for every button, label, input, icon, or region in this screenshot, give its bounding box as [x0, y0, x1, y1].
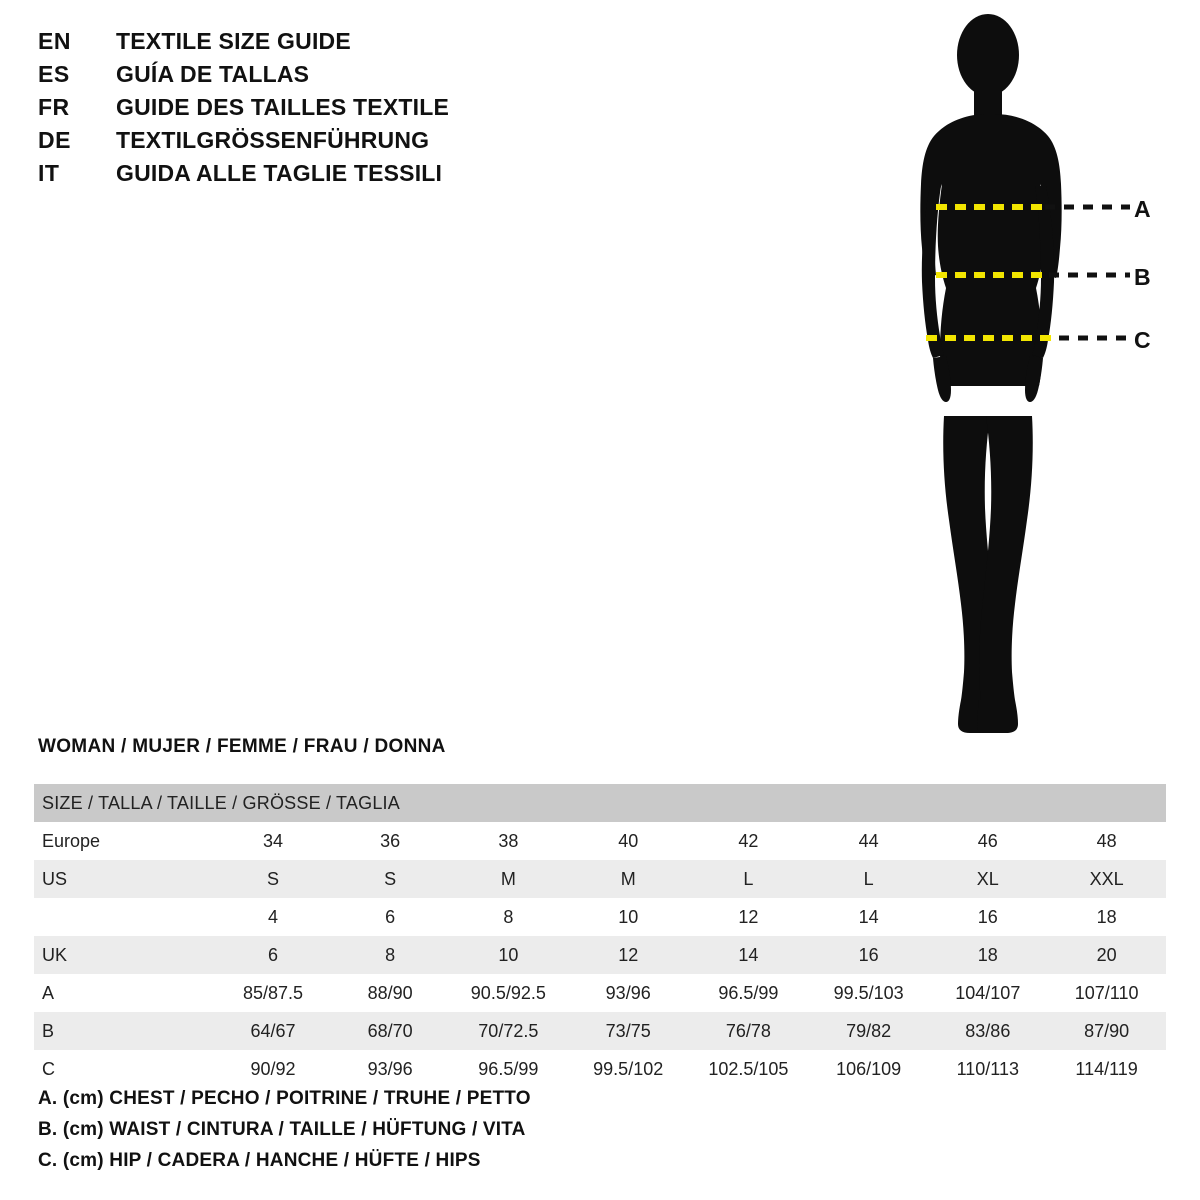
cell: 40: [568, 822, 688, 860]
row-label-europe: Europe: [34, 822, 214, 860]
language-header-block: [38, 28, 598, 193]
cell: 96.5/99: [688, 974, 809, 1012]
cell: 46: [928, 822, 1047, 860]
measurement-legend: [38, 1088, 938, 1181]
language-code-fr: FR: [38, 94, 70, 120]
cell: 76/78: [688, 1012, 809, 1050]
table-row: [34, 1050, 1166, 1088]
legend-line-a: A. (cm) CHEST / PECHO / POITRINE / TRUHE / PETTO: [38, 1088, 531, 1109]
table-row: [34, 974, 1166, 1012]
cell: XXL: [1047, 860, 1166, 898]
cell: 106/109: [809, 1050, 929, 1088]
cell: 79/82: [809, 1012, 929, 1050]
language-code-es: ES: [38, 61, 70, 87]
language-title-en: TEXTILE SIZE GUIDE: [116, 28, 351, 54]
cell: 90.5/92.5: [448, 974, 568, 1012]
language-code-it: IT: [38, 160, 60, 186]
cell: 64/67: [214, 1012, 332, 1050]
row-label-b: B: [34, 1012, 214, 1050]
cell: 42: [688, 822, 809, 860]
language-row: [38, 28, 598, 61]
table-row: [34, 1012, 1166, 1050]
row-label-c: C: [34, 1050, 214, 1088]
cell: M: [448, 860, 568, 898]
marker-label-b: B: [1134, 264, 1151, 290]
female-silhouette-icon: [840, 10, 1190, 750]
cell: 8: [448, 898, 568, 936]
cell: 114/119: [1047, 1050, 1166, 1088]
cell: 10: [568, 898, 688, 936]
cell: 14: [809, 898, 929, 936]
cell: 102.5/105: [688, 1050, 809, 1088]
table-row: [34, 936, 1166, 974]
cell: 87/90: [1047, 1012, 1166, 1050]
marker-label-a: A: [1134, 196, 1151, 222]
cell: 90/92: [214, 1050, 332, 1088]
cell: 6: [214, 936, 332, 974]
cell: 44: [809, 822, 929, 860]
legend-line-b: B. (cm) WAIST / CINTURA / TAILLE / HÜFTUNG / VITA: [38, 1119, 526, 1140]
cell: S: [214, 860, 332, 898]
cell: 16: [928, 898, 1047, 936]
cell: 85/87.5: [214, 974, 332, 1012]
cell: 12: [568, 936, 688, 974]
cell: 83/86: [928, 1012, 1047, 1050]
language-code-de: DE: [38, 127, 71, 153]
cell: 34: [214, 822, 332, 860]
cell: 48: [1047, 822, 1166, 860]
cell: 104/107: [928, 974, 1047, 1012]
language-title-de: TEXTILGRÖSSENFÜHRUNG: [116, 127, 430, 153]
row-label-a: A: [34, 974, 214, 1012]
cell: 38: [448, 822, 568, 860]
table-header-label: SIZE / TALLA / TAILLE / GRÖSSE / TAGLIA: [34, 784, 1166, 822]
cell: 16: [809, 936, 929, 974]
language-row: [38, 127, 598, 160]
cell: L: [688, 860, 809, 898]
cell: 107/110: [1047, 974, 1166, 1012]
body-measurement-diagram: [840, 10, 1190, 750]
cell: 93/96: [568, 974, 688, 1012]
cell: 70/72.5: [448, 1012, 568, 1050]
section-caption: WOMAN / MUJER / FEMME / FRAU / DONNA: [38, 736, 446, 757]
language-title-fr: GUIDE DES TAILLES TEXTILE: [116, 94, 449, 120]
table-row: [34, 822, 1166, 860]
table-header-row: [34, 784, 1166, 822]
cell: 73/75: [568, 1012, 688, 1050]
cell: S: [332, 860, 448, 898]
cell: 12: [688, 898, 809, 936]
cell: 18: [1047, 898, 1166, 936]
cell: 36: [332, 822, 448, 860]
cell: 110/113: [928, 1050, 1047, 1088]
cell: 10: [448, 936, 568, 974]
language-row: [38, 160, 598, 193]
cell: L: [809, 860, 929, 898]
cell: 99.5/103: [809, 974, 929, 1012]
cell: 93/96: [332, 1050, 448, 1088]
cell: 8: [332, 936, 448, 974]
cell: XL: [928, 860, 1047, 898]
language-row: [38, 61, 598, 94]
cell: 4: [214, 898, 332, 936]
legend-line-c: C. (cm) HIP / CADERA / HANCHE / HÜFTE / HIPS: [38, 1150, 481, 1171]
language-title-es: GUÍA DE TALLAS: [116, 61, 310, 87]
size-chart-table: [34, 784, 1166, 1088]
table-row: [34, 860, 1166, 898]
row-label-uk: UK: [34, 936, 214, 974]
cell: 68/70: [332, 1012, 448, 1050]
language-row: [38, 94, 598, 127]
table-row: [34, 898, 1166, 936]
cell: 6: [332, 898, 448, 936]
cell: 88/90: [332, 974, 448, 1012]
language-title-it: GUIDA ALLE TAGLIE TESSILI: [116, 160, 443, 186]
row-label-us-numeric: [34, 898, 214, 936]
marker-label-c: C: [1134, 327, 1151, 353]
cell: 18: [928, 936, 1047, 974]
row-label-us: US: [34, 860, 214, 898]
cell: 99.5/102: [568, 1050, 688, 1088]
cell: M: [568, 860, 688, 898]
cell: 20: [1047, 936, 1166, 974]
cell: 96.5/99: [448, 1050, 568, 1088]
language-code-en: EN: [38, 28, 71, 54]
cell: 14: [688, 936, 809, 974]
